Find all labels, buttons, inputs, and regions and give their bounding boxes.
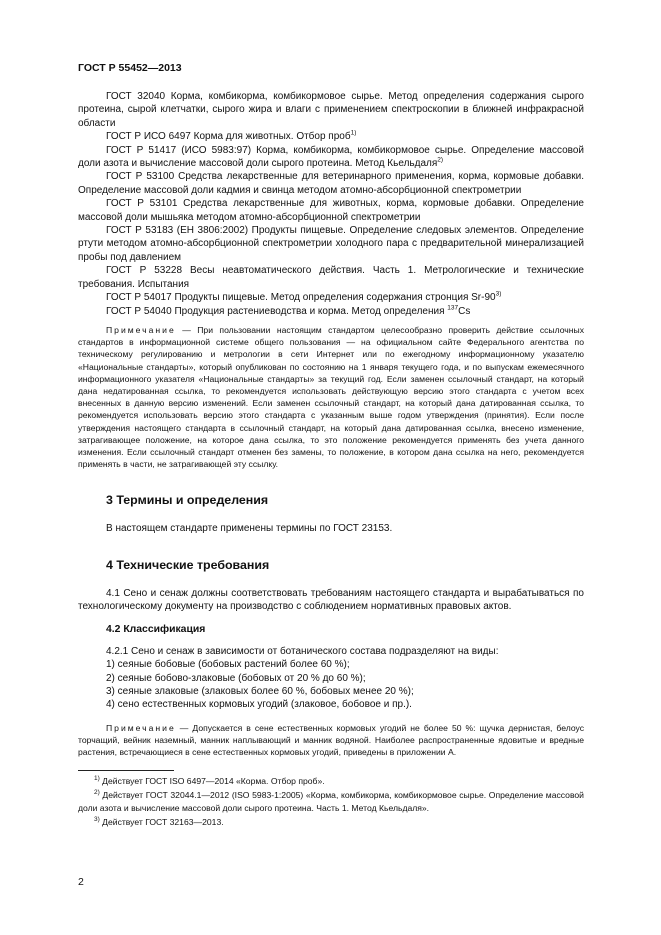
footnote-item: $^{1)}$ Действует ГОСТ ISO 6497—2014 «Корма. Отбор проб». — [94, 775, 325, 786]
footnote-item: $^{3)}$ Действует ГОСТ 32163—2013. — [94, 816, 224, 828]
section-3-heading: 3 Термины и определения — [106, 493, 269, 508]
list-item: 1) сеяные бобовые (бобовых растений более 60 %); — [106, 659, 350, 671]
page-header-standard-code: ГОСТ Р 55452—2013 — [78, 62, 182, 74]
hay-types-list — [78, 658, 584, 712]
footnote-marker: 2) — [437, 156, 444, 164]
reference-item: ГОСТ Р 53228 Весы неавтоматического действия. Часть 1. Метрологические и технические требования. Испытания — [78, 265, 584, 290]
references-note — [78, 324, 584, 470]
note-label: Примечание — [106, 722, 176, 733]
reference-item: ГОСТ Р 53100 Средства лекарственные для ветеринарного применения, корма, кормовые добавки. Определение массовой доли кадмия и свинца методом атомно-абсорбционной спектрометрии — [78, 171, 584, 196]
section-4-heading: 4 Технические требования — [106, 558, 270, 573]
section-3-text: В настоящем стандарте применены термины по ГОСТ 23153. — [106, 522, 393, 534]
list-item: 3) сеяные злаковые (злаковых более 60 %, бобовых менее 20 %); — [106, 686, 414, 697]
isotope-mass-number: 137 — [447, 304, 459, 312]
footnote-marker: 3) — [495, 290, 502, 298]
reference-item: ГОСТ 32040 Корма, комбикорма, комбикормовое сырье. Метод определения содержания сырого протеина, сырой клетчатки, сырого жира и влаги с применением спектроскопии в ближней инфракрасной области — [78, 91, 584, 129]
document-body — [78, 90, 584, 758]
reference-item: ГОСТ Р 53183 (ЕН 3806:2002) Продукты пищевые. Определение следовых элементов. Определение ртути методом атомно-абсорбционной спектрометрии холодного пара с предварительной минерализацией пробы под давлением — [78, 225, 584, 263]
list-item: 2) сеяные бобово-злаковые (бобовых от 20 % до 60 %); — [106, 672, 366, 684]
footnote-marker: 1) — [350, 129, 357, 137]
reference-item: ГОСТ Р 54017 Продукты пищевые. Метод определения содержания стронция Sr-90$^{3)}$ — [106, 290, 502, 304]
footnote-item: $^{2)}$ Действует ГОСТ 32044.1—2012 (ISO 5983-1:2005) «Корма, комбикорма, комбикормовое сырье. Определение массовой доли азота и вычисление массовой доли сырого протеина. Часть 1. Метод Кьельдаля». — [78, 789, 584, 813]
note-text: — Допускается в сене естественных кормовых угодий не более 50 %: щучка дернистая, белоус торчащий, вейник наземный, манник наплывающий и манник водяной. Наиболее распространенные ядовитые и вредные растения, встречающиеся в сене естественных кормовых угодий, приведены в приложении А. — [78, 722, 584, 758]
footnotes — [78, 770, 584, 831]
page-number: 2 — [78, 876, 84, 888]
note-label: Примечание — [106, 324, 176, 335]
list-item: 4) сено естественных кормовых угодий (злаковое, бобовое и пр.). — [106, 699, 412, 711]
reference-item: ГОСТ Р 53101 Средства лекарственные для животных, корма, кормовые добавки. Определение массовой доли мышьяка методом атомно-абсорбционной спектрометрии — [78, 198, 584, 223]
clause-4-1: 4.1 Сено и сенаж должны соответствовать требованиям настоящего стандарта и вырабатываться по технологическому документу на производство с соблюдением нормативных правовых актов. — [78, 587, 584, 612]
reference-item: ГОСТ Р 54040 Продукция растениеводства и корма. Метод определения $^{137}$Cs — [106, 304, 471, 317]
footnote-divider — [78, 770, 174, 771]
note-text: — При пользовании настоящим стандартом целесообразно проверить действие ссылочных стандартов в информационной системе общего пользования — на официальном сайте Федерального агентства по техническому регулированию и метрологии в сети Интернет или по ежегодному информационному указателю «Национальные стандарты», который опубликован по состоянию на 1 января текущего года, и по выпускам ежемесячного информационного указателя «Национальные стандарты» за текущий год. Если заменен ссылочный стандарт, на который дана недатированная ссылка, то рекомендуется использовать действующую версию этого стандарта с учетом всех внесенных в данную версию изменений. Если заменен ссылочный стандарт, на который дана датированная ссылка, то рекомендуется использовать версию этого стандарта с указанным выше годом утверждения (принятия). Если после утверждения настоящего стандарта в ссылочный стандарт, на который дана датированная ссылка, внесено изменение, затрагивающее положение, на которое дана ссылка, то это положение рекомендуется применять без учета данного изменения. Если ссылочный стандарт отменен без замены, то положение, в котором дана ссылка на него, рекомендуется применять в части, не затрагивающей эту ссылку. — [78, 324, 584, 470]
reference-item: ГОСТ Р ИСО 6497 Корма для животных. Отбор проб$^{1)}$ — [106, 129, 357, 143]
normative-references-list — [78, 90, 584, 318]
classification-note — [78, 722, 584, 759]
reference-item: ГОСТ Р 51417 (ИСО 5983:97) Корма, комбикорма, комбикормовое сырье. Определение массовой доли азота и вычисление массовой доли сырого протеина. Метод Кьельдаля$^{2)}$ — [78, 144, 584, 170]
clause-4-2-1: 4.2.1 Сено и сенаж в зависимости от ботанического состава подразделяют на виды: — [106, 645, 499, 657]
clause-4-2-heading: 4.2 Классификация — [106, 624, 206, 636]
